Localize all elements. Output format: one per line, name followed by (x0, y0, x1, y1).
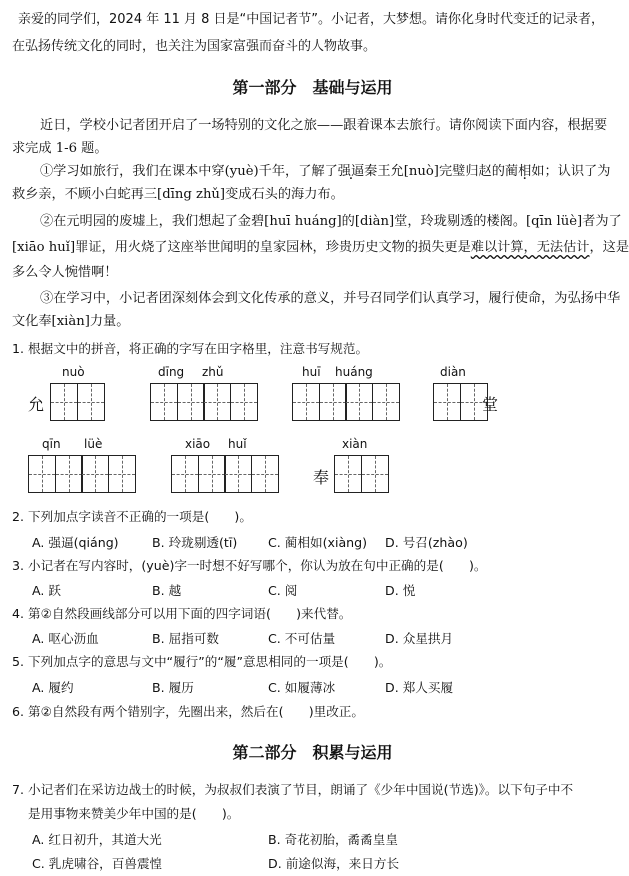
para2-underlined-phrase: 难以计算，无法估计 (470, 240, 590, 255)
pinyin-lue: lüè (84, 437, 103, 451)
q3-option-a[interactable]: A. 跃 (32, 583, 61, 598)
grid-cell[interactable] (319, 383, 347, 421)
grid-cell[interactable] (55, 455, 83, 493)
grid-cell[interactable] (230, 383, 258, 421)
q5-text: 5. 下列加点字的意思与文中“履行”的“履”意思相同的一项是( )。 (12, 654, 392, 669)
para2-line-1: ②在元明园的废墟上，我们想起了金碧[huī huáng]的[diàn]堂，玲珑剔透的楼阁。[qīn lüè]者为了 (40, 214, 622, 229)
grid-nuo[interactable] (50, 383, 103, 421)
grid-cell[interactable] (28, 455, 56, 493)
grid-cell[interactable] (81, 455, 109, 493)
pinyin-xian: xiàn (342, 437, 368, 451)
pinyin-dian: diàn (440, 365, 466, 379)
q7-option-b[interactable]: B. 奇花初胎，矞矞皇皇 (268, 832, 398, 847)
para1-text-c: 秦王允[nuò]完璧归赵的 (364, 164, 505, 179)
q3-text: 3. 小记者在写内容时，(yuè)字一时想不好写哪个，你认为放在句中正确的是( )。 (12, 558, 487, 573)
q4-text: 4. 第②自然段画线部分可以用下面的四字词语( )来代替。 (12, 606, 352, 621)
grid-cell[interactable] (292, 383, 320, 421)
para1-line-1 (40, 162, 617, 182)
grid-cell[interactable] (77, 383, 105, 421)
q7-option-a[interactable]: A. 红日初升，其道大光 (32, 832, 162, 847)
grid-cell[interactable] (345, 383, 373, 421)
para1-dotted-qiangbi: 强逼 (337, 164, 365, 179)
intro-line-2: 在弘扬传统文化的同时，也关注为国家富强而奋斗的人物故事。 (12, 39, 377, 54)
para1-dotted-linxiangru: 蔺相如 (504, 164, 545, 179)
q4-option-b[interactable]: B. 屈指可数 (152, 631, 220, 646)
grid-dingzhu[interactable] (150, 383, 256, 421)
q7-text-2: 是用事物来赞美少年中国的是( )。 (28, 806, 240, 821)
para2-line-2 (12, 238, 629, 258)
q3-option-c[interactable]: C. 阅 (268, 583, 298, 598)
para1-text-e: ；认识了为 (544, 164, 611, 179)
q4-option-d[interactable]: D. 众星拱月 (385, 631, 454, 646)
pinyin-zhu: zhǔ (202, 365, 224, 379)
grid-cell[interactable] (150, 383, 178, 421)
part2-title: 第二部分 积累与运用 (232, 743, 393, 762)
grid-xian[interactable] (334, 455, 387, 493)
q5-option-d[interactable]: D. 郑人买履 (385, 680, 454, 695)
q4-option-a[interactable]: A. 呕心沥血 (32, 631, 99, 646)
pinyin-hui2: huǐ (228, 437, 247, 451)
pinyin-xiao: xiāo (185, 437, 211, 451)
q5-option-a[interactable]: A. 履约 (32, 680, 74, 695)
para2-line-3: 多么令人惋惜啊！ (12, 265, 118, 280)
para3-line-2: 文化奉[xiàn]力量。 (12, 314, 130, 329)
grid-cell[interactable] (177, 383, 205, 421)
pinyin-huang: huáng (335, 365, 373, 379)
grid-cell[interactable] (198, 455, 226, 493)
grid-cell[interactable] (224, 455, 252, 493)
para2-text-c: ，这是 (589, 240, 629, 255)
char-feng: 奉 (313, 468, 330, 487)
grid-cell[interactable] (334, 455, 362, 493)
pinyin-hui: huī (302, 365, 321, 379)
grid-cell[interactable] (372, 383, 400, 421)
q5-option-c[interactable]: C. 如履薄冰 (268, 680, 336, 695)
part1-title: 第一部分 基础与运用 (232, 78, 393, 97)
char-tang: 堂 (482, 395, 499, 414)
part1-lead-1: 近日，学校小记者团开启了一场特别的文化之旅——跟着课本去旅行。请你阅读下面内容，根据要 (40, 118, 608, 133)
q2-option-b[interactable]: B. 玲珑剔透(tī) (152, 535, 238, 550)
grid-cell[interactable] (433, 383, 461, 421)
grid-xiaohui[interactable] (171, 455, 277, 493)
grid-cell[interactable] (361, 455, 389, 493)
q2-option-c[interactable]: C. 蔺相如(xiàng) (268, 535, 368, 550)
q5-option-b[interactable]: B. 履历 (152, 680, 194, 695)
q2-option-a[interactable]: A. 强逼(qiáng) (32, 535, 119, 550)
grid-cell[interactable] (50, 383, 78, 421)
grid-cell[interactable] (108, 455, 136, 493)
para2-text-a: [xiāo huǐ]罪证，用火烧了这座举世闻明的皇家园林，珍贵历史文物的损失更是 (12, 240, 471, 255)
q3-option-d[interactable]: D. 悦 (385, 583, 416, 598)
q3-option-b[interactable]: B. 越 (152, 583, 182, 598)
q6-text: 6. 第②自然段有两个错别字，先圈出来，然后在( )里改正。 (12, 704, 364, 719)
grid-cell[interactable] (251, 455, 279, 493)
pinyin-nuo: nuò (62, 365, 85, 379)
para3-line-1: ③在学习中，小记者团深刻体会到文化传承的意义，并号召同学们认真学习，履行使命，为弘扬中华 (40, 291, 621, 306)
q7-text-1: 7. 小记者们在采访边战士的时候，为叔叔们表演了节目，朗诵了《少年中国说(节选)》。以下句子中不 (12, 782, 574, 797)
part1-lead-2: 求完成 1-6 题。 (12, 141, 108, 156)
pinyin-ding: dīng (158, 365, 185, 379)
grid-cell[interactable] (203, 383, 231, 421)
q7-option-c[interactable]: C. 乳虎啸谷，百兽震惶 (32, 856, 163, 871)
intro-line-1: 亲爱的同学们，2024 年 11 月 8 日是“中国记者节”。小记者，大梦想。请你化身时代变迁的记录者， (18, 12, 605, 27)
grid-dian[interactable] (433, 383, 486, 421)
q7-option-d[interactable]: D. 前途似海，来日方长 (268, 856, 400, 871)
pinyin-qin: qīn (42, 437, 61, 451)
grid-huihuang[interactable] (292, 383, 398, 421)
q4-option-c[interactable]: C. 不可估量 (268, 631, 336, 646)
para1-text-a: ①学习如旅行，我们在课本中穿(yuè)千年，了解了 (40, 164, 338, 179)
grid-qinlue[interactable] (28, 455, 134, 493)
q2-option-d[interactable]: D. 号召(zhào) (385, 535, 468, 550)
q2-text: 2. 下列加点字读音不正确的一项是( )。 (12, 509, 252, 524)
q1-text: 1. 根据文中的拼音，将正确的字写在田字格里，注意书写规范。 (12, 341, 369, 356)
char-yun: 允 (28, 395, 45, 414)
grid-cell[interactable] (171, 455, 199, 493)
para1-line-2: 救乡亲，不顾小白蛇再三[dīng zhǔ]变成石头的海力布。 (12, 187, 344, 202)
